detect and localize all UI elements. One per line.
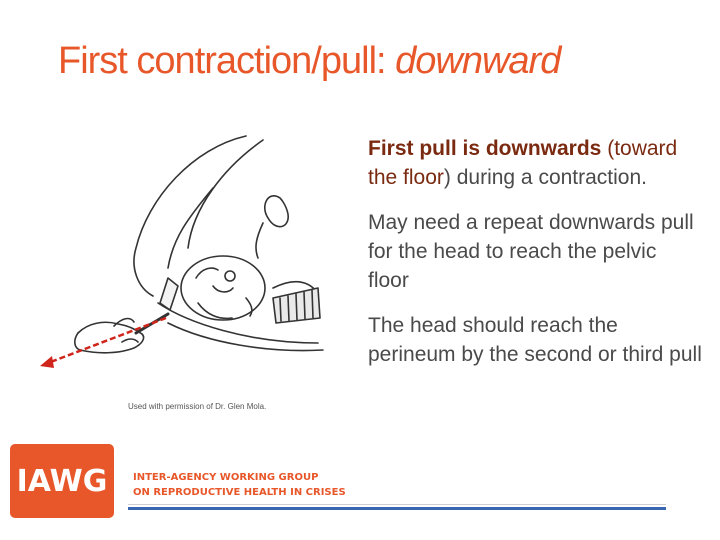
- footer-rule-blue: [128, 507, 666, 510]
- bullet-head-perineum: The head should reach the perineum by the second or third pull: [368, 314, 702, 366]
- bullet-first-pull-rest: ) during a contraction.: [443, 166, 647, 189]
- title-emphasis: downward: [395, 40, 561, 82]
- logo-text: IAWG: [16, 464, 108, 499]
- org-name-line1: INTER-AGENCY WORKING GROUP: [133, 472, 319, 483]
- iawg-logo: [10, 444, 114, 518]
- bullet-first-pull: [368, 134, 703, 192]
- title-main: First contraction/pull:: [58, 40, 396, 82]
- slide-title: [58, 40, 560, 83]
- footer-rule-gray: [128, 504, 666, 505]
- bullet-first-pull-direction: (toward the floor: [368, 137, 678, 189]
- bullet-list: [368, 134, 703, 385]
- delivery-illustration: [18, 128, 338, 378]
- image-credit: Used with permission of Dr. Glen Mola.: [128, 402, 267, 411]
- org-name: [133, 470, 346, 500]
- org-name-line2: ON REPRODUCTIVE HEALTH IN CRISES: [133, 487, 346, 498]
- bullet-repeat-pull: May need a repeat downwards pull for the head to reach the pelvic floor: [368, 211, 694, 292]
- bullet-first-pull-bold: First pull is downwards: [368, 137, 602, 160]
